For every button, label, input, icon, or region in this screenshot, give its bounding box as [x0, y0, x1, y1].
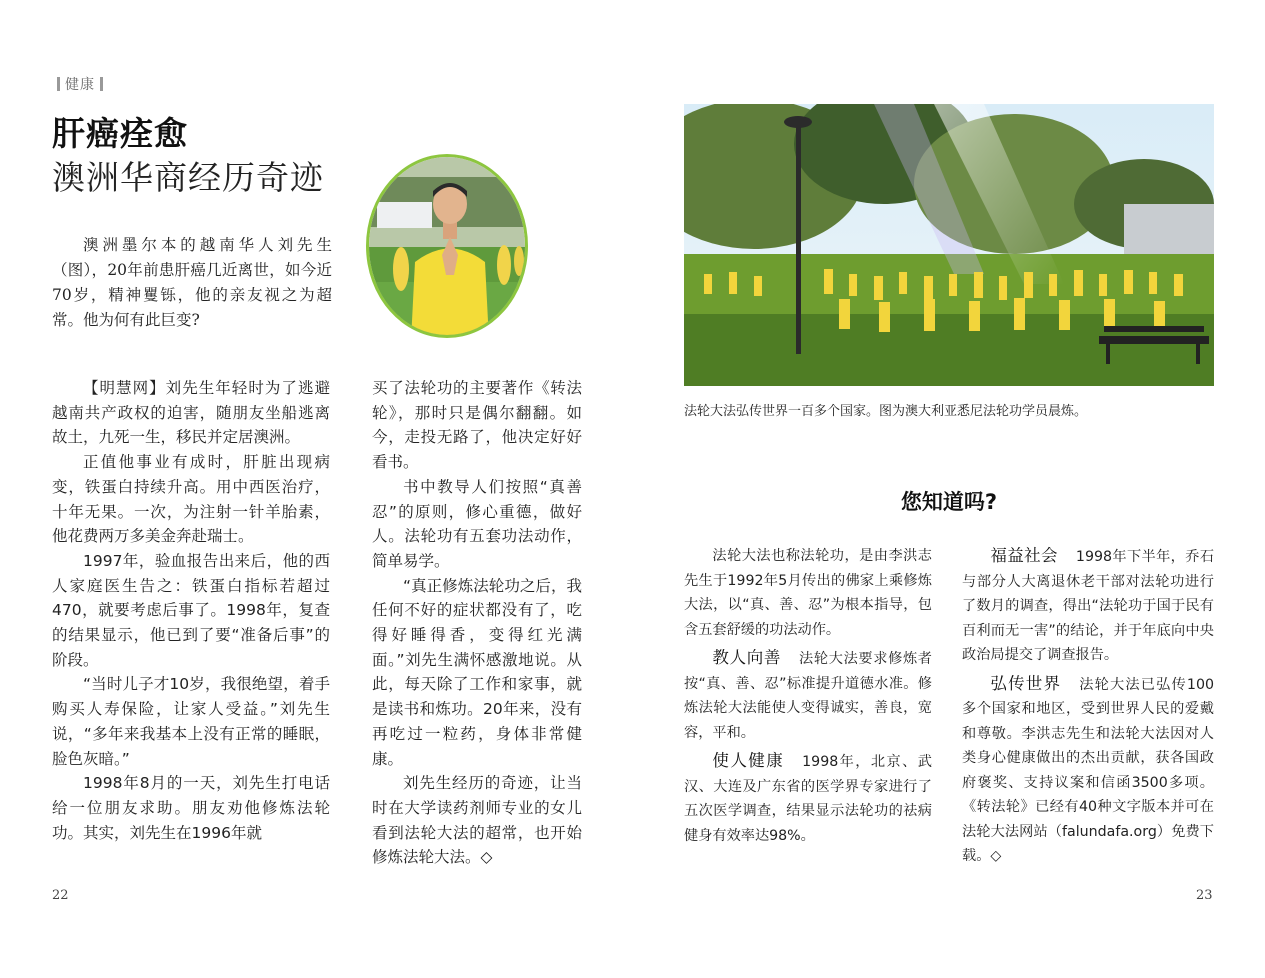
paragraph: 1997年，验血报告出来后，他的西人家庭医生告之：铁蛋白指标若超过470，就要考虑后事了。1998年，复查的结果显示，他已到了要“准备后事”的阶段。	[52, 551, 330, 669]
info-item-text: 1998年下半年，乔石与部分人大离退休老干部对法轮功进行了数月的调查，得出“法轮功于国于民有百利而无一害”的结论，并于年底向中央政治局提交了调查报告。	[962, 549, 1215, 663]
group-exercise-photo	[684, 104, 1214, 386]
info-item-text: 法轮大法已弘传100多个国家和地区，受到世界人民的爱戴和尊敬。李洪志先生和法轮大法因对人类身心健康做出的杰出贡献，获各国政府褒奖、支持议案和信函3500多项。《转法轮》已经有40种文字版本并可在法轮大法网站（falundafa.org）免费下载。◇	[962, 676, 1214, 864]
paragraph: “当时儿子才10岁，我很绝望，着手购买人寿保险，让家人受益。”刘先生说，“多年来我基本上没有正常的睡眠，脸色灰暗。”	[52, 675, 330, 768]
info-item-heading: 教人向善	[712, 648, 782, 667]
divider	[100, 77, 103, 91]
info-item-text: 法轮大法要求修炼者按“真、善、忍”标准提升道德水准。修炼法轮大法能使人变得诚实，善良，宽容，平和。	[684, 651, 932, 741]
info-column-2	[962, 544, 1214, 869]
park-illustration	[684, 104, 1214, 386]
info-item-heading: 弘传世界	[990, 673, 1062, 693]
paragraph: 买了法轮功的主要著作《转法轮》，那时只是偶尔翻翻。如今，走投无路了，他决定好好看书。	[372, 379, 582, 472]
paragraph: 【明慧网】刘先生年轻时为了逃避越南共产政权的迫害，随朋友坐船逃离故土，九死一生，移民并定居澳洲。	[52, 379, 330, 447]
info-item-heading: 福益社会	[990, 546, 1058, 565]
info-item	[684, 749, 932, 848]
info-item	[684, 646, 932, 745]
paragraph: 1998年8月的一天，刘先生打电话给一位朋友求助。朋友劝他修炼法轮功。其实，刘先生在1996年就	[52, 774, 330, 842]
info-item-heading: 使人健康	[712, 751, 785, 770]
paragraph: 正值他事业有成时，肝脏出现病变，铁蛋白持续升高。用中西医治疗，十年无果。一次，为注射一针羊胎素，他花费两万多美金奔赴瑞士。	[52, 453, 330, 546]
sidebar-title: 您知道吗?	[900, 490, 998, 514]
section-label	[52, 74, 108, 94]
article-column-1	[52, 376, 330, 845]
portrait-photo	[366, 154, 528, 338]
portrait-illustration	[369, 157, 528, 338]
article-column-2	[372, 376, 582, 870]
article-subtitle: 澳洲华商经历奇迹	[52, 158, 324, 197]
paragraph: 书中教导人们按照“真善忍”的原则，修心重德，做好人。法轮功有五套功法动作，简单易学。	[372, 477, 582, 570]
info-item	[962, 544, 1214, 668]
divider	[57, 77, 60, 91]
article-title: 肝癌痊愈	[52, 114, 188, 153]
paragraph: “真正修炼法轮功之后，我任何不好的症状都没有了，吃得好睡得香，变得红光满面。”刘先生满怀感激地说。从此，每天除了工作和家事，就是读书和炼功。20年来，没有再吃过一粒药，身体非常健康。	[372, 576, 582, 768]
article-lead: 澳洲墨尔本的越南华人刘先生（图），20年前患肝癌几近离世，如今近70岁，精神矍铄，他的亲友视之为超常。他为何有此巨变?	[52, 236, 332, 329]
photo-caption: 法轮大法弘传世界一百多个国家。图为澳大利亚悉尼法轮功学员晨炼。	[684, 404, 1088, 419]
info-item-text: 1998年，北京、武汉、大连及广东省的医学界专家进行了五次医学调查，结果显示法轮功的祛病健身有效率达98%。	[684, 754, 932, 844]
info-item	[962, 672, 1214, 869]
page-number: 23	[1196, 888, 1213, 903]
section-label-text: 健康	[65, 77, 95, 93]
paragraph: 刘先生经历的奇迹，让当时在大学读药剂师专业的女儿看到法轮大法的超常，也开始修炼法轮大法。◇	[372, 774, 582, 867]
intro-paragraph: 法轮大法也称法轮功，是由李洪志先生于1992年5月传出的佛家上乘修炼大法，以“真、善、忍”为根本指导，包含五套舒缓的功法动作。	[684, 548, 932, 638]
page-number: 22	[52, 888, 69, 903]
info-column-1	[684, 544, 932, 848]
